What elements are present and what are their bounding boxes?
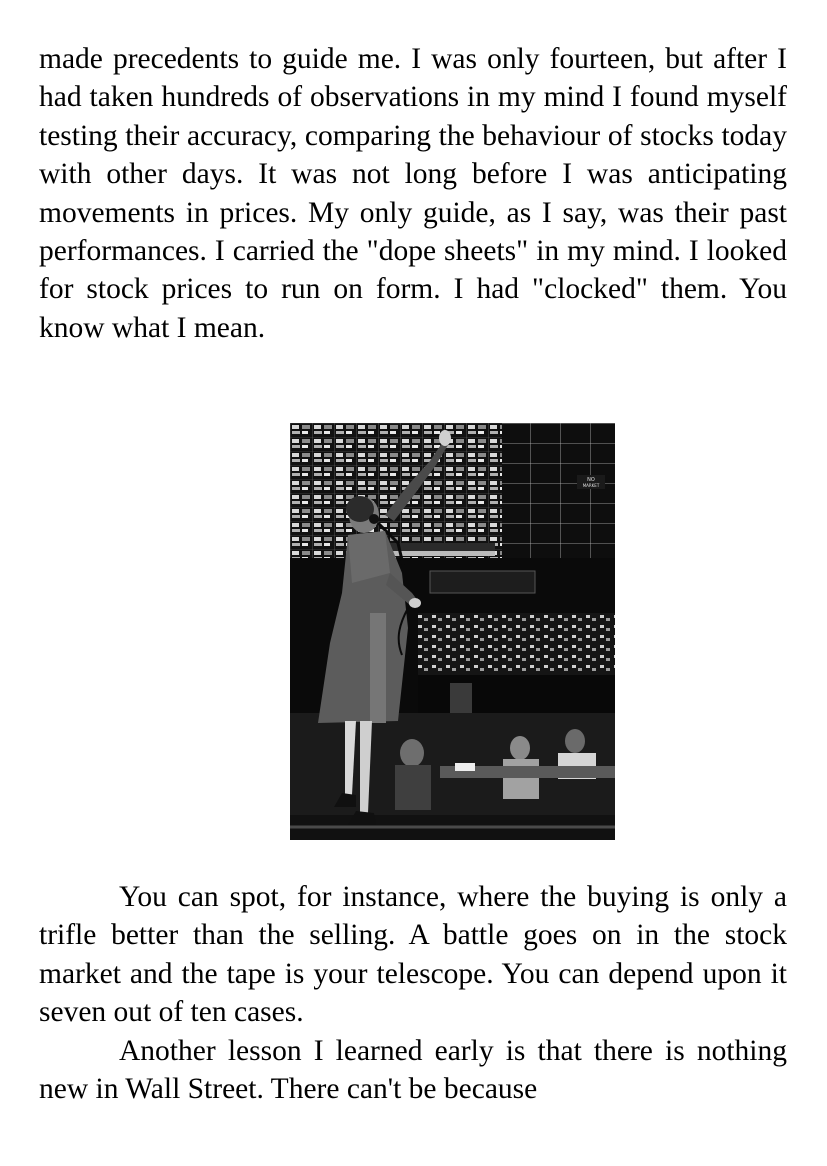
svg-text:NO: NO [587, 477, 595, 483]
board-sign [577, 475, 605, 489]
quotation-board-upper [290, 423, 502, 558]
paragraph-1: made precedents to guide me. I was only fourteen, but after I had taken hundreds of observations in my mind I found myself testing their accuracy, comparing the behaviour of stocks today with other days. It was not long before I was anticipating movements in prices. My only guide, as I say, was their past performances. I carried the "dope sheets" in my mind. I looked for stock prices to run on form. I had "clocked" them. You know what I mean. [39, 43, 787, 344]
svg-text:MARKET: MARKET [582, 483, 600, 488]
quotation-board-lower [418, 613, 615, 675]
paragraph-2: You can spot, for instance, where the buying is only a trifle better than the selling. A battle goes on in the stock market and the tape is your telescope. You can depend upon it seven out of ten cases. [39, 881, 787, 1029]
page-text-bottom [39, 878, 787, 1108]
page-text-top [39, 40, 787, 347]
stock-board-photo [290, 423, 615, 840]
quotation-board-grid [502, 423, 615, 558]
paragraph-3: Another lesson I learned early is that there is nothing new in Wall Street. There can't be because [39, 1034, 787, 1106]
